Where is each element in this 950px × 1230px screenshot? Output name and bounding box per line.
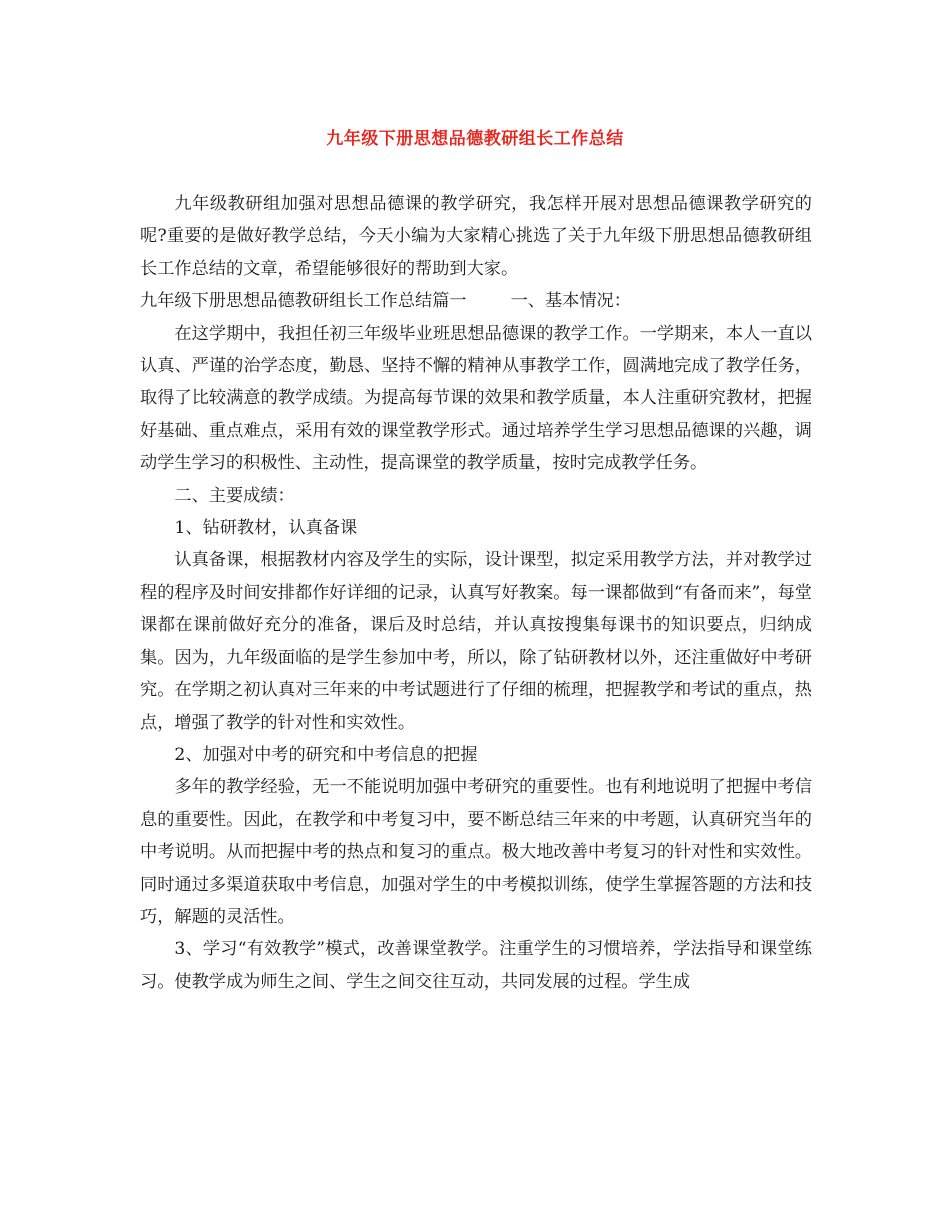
heading-basic-situation: 一、基本情况： <box>510 291 631 312</box>
document-body <box>140 188 812 998</box>
item-1-paragraph: 认真备课，根据教材内容及学生的实际，设计课型，拟定采用教学方法，并对教学过程的程序及时间安排都作好详细的记录，认真写好教案。每一课都做到“有备而来”，每堂课都在课前做好充分的准备，课后及时总结，并认真按搜集每课书的知识要点，归纳成集。因为，九年级面临的是学生参加中考，所以，除了钻研教材以外，还注重做好中考研究。在学期之初认真对三年来的中考试题进行了仔细的梳理，把握教学和考试的重点，热点，增强了教学的针对性和实效性。 <box>140 550 812 733</box>
item-2-paragraph: 多年的教学经验，无一不能说明加强中考研究的重要性。也有利地说明了把握中考信息的重要性。因此，在教学和中考复习中，要不断总结三年来的中考题，认真研究当年的中考说明。从而把握中考的热点和复习的重点。极大地改善中考复习的针对性和实效性。同时通过多渠道获取中考信息，加强对学生的中考模拟训练，使学生掌握答题的方法和技巧，解题的灵活性。 <box>140 777 812 927</box>
section-heading-line <box>140 285 812 317</box>
heading-item-2: 2、加强对中考的研究和中考信息的把握 <box>174 744 478 765</box>
intro-paragraph: 九年级教研组加强对思想品德课的教学研究，我怎样开展对思想品德课教学研究的呢?重要的是做好教学总结，今天小编为大家精心挑选了关于九年级下册思想品德教研组长工作总结的文章，希望能够很好的帮助到大家。 <box>140 194 812 279</box>
article-subtitle: 九年级下册思想品德教研组长工作总结篇一 <box>140 291 467 312</box>
heading-item-1: 1、钻研教材，认真备课 <box>174 518 358 539</box>
item-3-paragraph: 3、学习“有效教学”模式，改善课堂教学。注重学生的习惯培养，学法指导和课堂练习。使教学成为师生之间、学生之间交往互动，共同发展的过程。学生成 <box>140 939 812 992</box>
basic-situation-paragraph: 在这学期中，我担任初三年级毕业班思想品德课的教学工作。一学期来，本人一直以认真、严谨的治学态度，勤恳、坚持不懈的精神从事教学工作，圆满地完成了教学任务，取得了比较满意的教学成绩。为提高每节课的效果和教学质量，本人注重研究教材，把握好基础、重点难点，采用有效的课堂教学形式。通过培养学生学习思想品德课的兴趣，调动学生学习的积极性、主动性，提高课堂的教学质量，按时完成教学任务。 <box>140 323 812 474</box>
heading-main-achievements: 二、主要成绩： <box>174 485 295 506</box>
document-title: 九年级下册思想品德教研组长工作总结 <box>326 129 624 149</box>
